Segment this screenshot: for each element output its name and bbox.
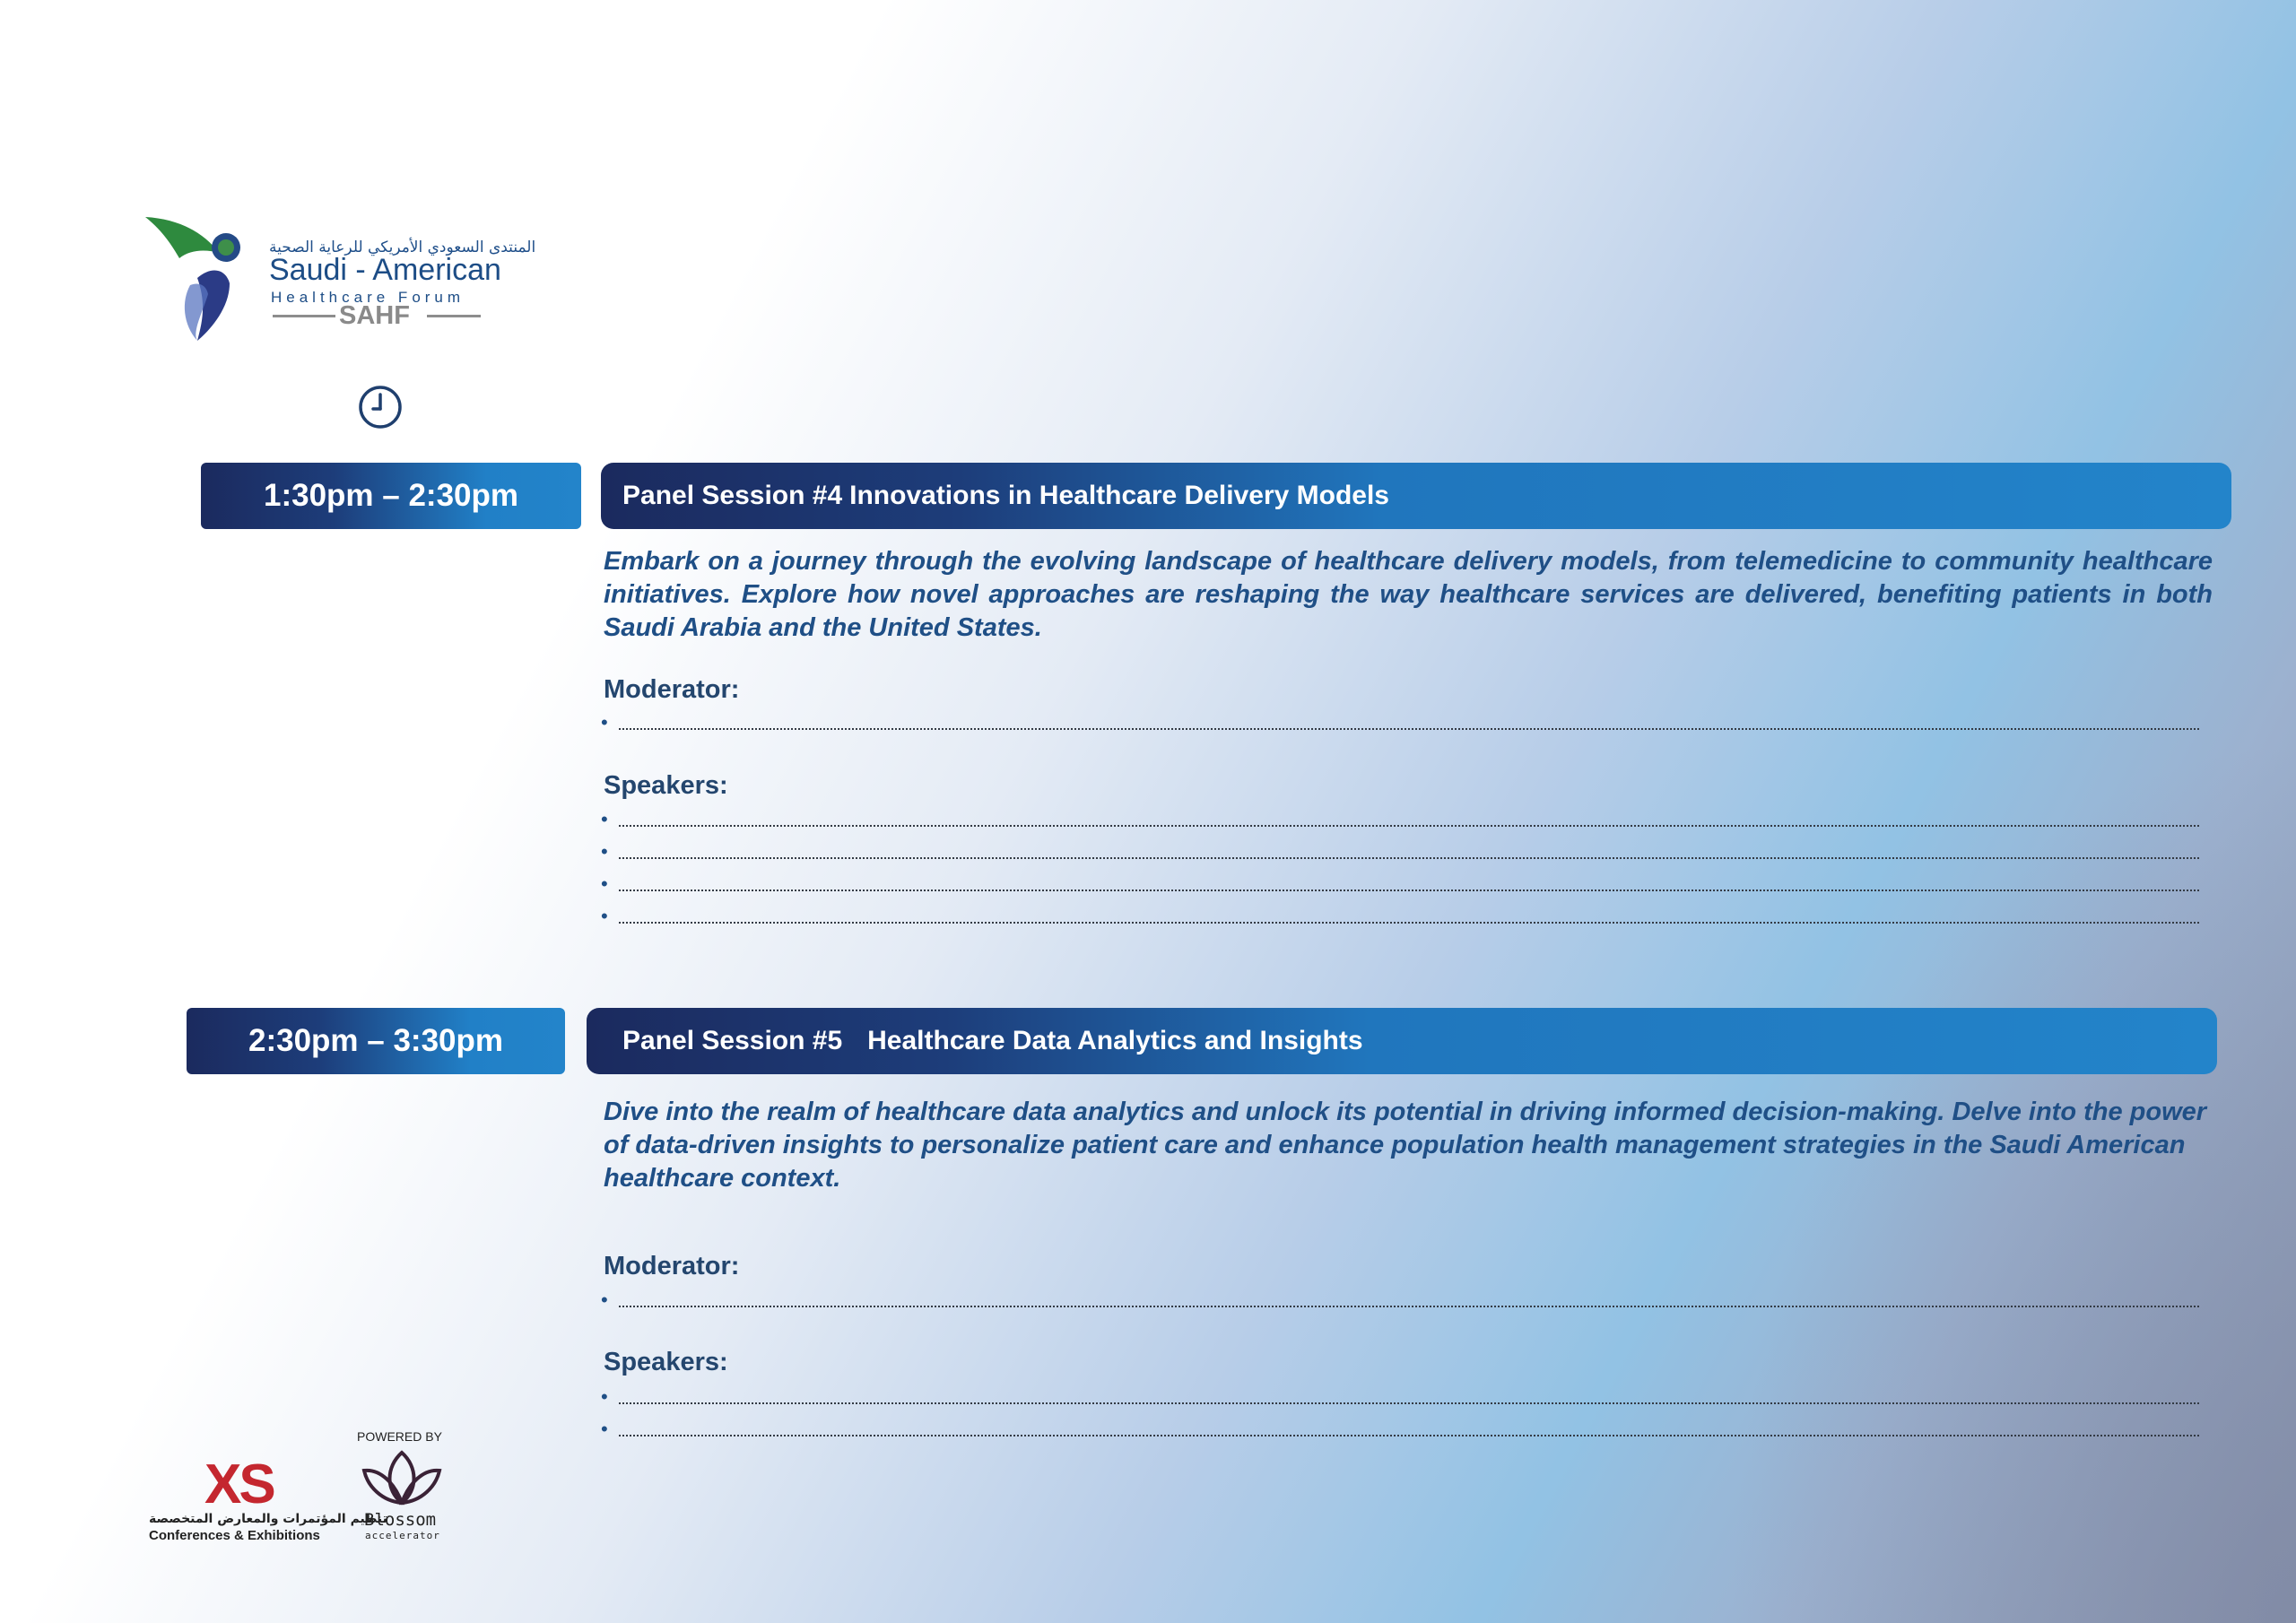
- speakers-label: Speakers:: [604, 771, 728, 800]
- xs-arabic-text: تنظيم المؤتمرات والمعارض المتخصصة: [149, 1512, 387, 1526]
- session-description: Dive into the realm of healthcare data analytics and unlock its potential in driving informed decision-making. Delve into the power of data-driven insights to personalize patient care and enhance population health management strategies in the Saudi American healthcare context.: [604, 1098, 2207, 1193]
- logo-abbr: SAHF: [339, 301, 410, 330]
- divider: [273, 315, 335, 317]
- speakers-label: Speakers:: [604, 1348, 728, 1376]
- fill-line: [619, 915, 2199, 924]
- blossom-name: Blossom: [364, 1510, 437, 1530]
- fill-line: [619, 1298, 2199, 1307]
- bullet: •: [601, 840, 608, 863]
- session-description: Embark on a journey through the evolving landscape of healthcare delivery models, from telemedicine to community healthcare initiatives. Explore how novel approaches are reshaping the way healthcare services are delivered, benefiting patients in both Saudi Arabia and the United States.: [604, 547, 2213, 642]
- session-time: 2:30pm – 3:30pm: [248, 1023, 504, 1058]
- moderator-line: [601, 1291, 2199, 1309]
- speaker-line: [601, 907, 2199, 925]
- bullet: •: [601, 1418, 608, 1440]
- speaker-line: [601, 1385, 2199, 1408]
- blossom-logo: [359, 1447, 445, 1546]
- bullet: •: [601, 711, 608, 733]
- bullet: •: [601, 872, 608, 895]
- clock-icon: [357, 384, 404, 430]
- fill-line: [619, 850, 2199, 859]
- blossom-subtitle: accelerator: [365, 1530, 440, 1541]
- session-title: Innovations in Healthcare Delivery Models: [849, 481, 1389, 510]
- session-number: Panel Session #4: [622, 481, 843, 510]
- session-title: Healthcare Data Analytics and Insights: [867, 1026, 1363, 1055]
- sahf-logo: [144, 213, 536, 348]
- session-time-badge: [187, 1008, 565, 1074]
- powered-by-label: POWERED BY: [357, 1429, 442, 1444]
- xs-logo-mark: XS: [204, 1454, 274, 1515]
- speaker-line: [601, 808, 2199, 830]
- bullet: •: [601, 1289, 608, 1311]
- logo-arabic-text: المنتدى السعودي الأمريكي للرعاية الصحية: [269, 239, 536, 256]
- moderator-line: [601, 711, 2199, 733]
- moderator-label: Moderator:: [604, 1252, 740, 1280]
- sahf-figure-icon: [144, 213, 269, 348]
- speaker-line: [601, 1420, 2199, 1438]
- session-title-bar: [587, 1008, 2217, 1074]
- fill-line: [619, 1395, 2199, 1404]
- speaker-line: [601, 840, 2199, 863]
- xs-logo: [149, 1453, 387, 1543]
- fill-line: [619, 818, 2199, 827]
- bullet: •: [601, 808, 608, 830]
- xs-english-text: Conferences & Exhibitions: [149, 1528, 320, 1543]
- fill-line: [619, 882, 2199, 891]
- session-time-badge: [201, 463, 581, 529]
- fill-line: [619, 721, 2199, 730]
- divider: [427, 315, 481, 317]
- lotus-icon: [359, 1447, 445, 1510]
- session-title-bar: [601, 463, 2231, 529]
- fill-line: [619, 1428, 2199, 1436]
- session-number: Panel Session #5: [622, 1026, 843, 1055]
- moderator-label: Moderator:: [604, 675, 740, 704]
- logo-name: Saudi - American: [269, 253, 501, 287]
- logo-subtitle: Healthcare Forum: [271, 289, 465, 306]
- session-time: 1:30pm – 2:30pm: [263, 478, 519, 513]
- bullet: •: [601, 1385, 608, 1408]
- speaker-line: [601, 872, 2199, 895]
- bullet: •: [601, 905, 608, 927]
